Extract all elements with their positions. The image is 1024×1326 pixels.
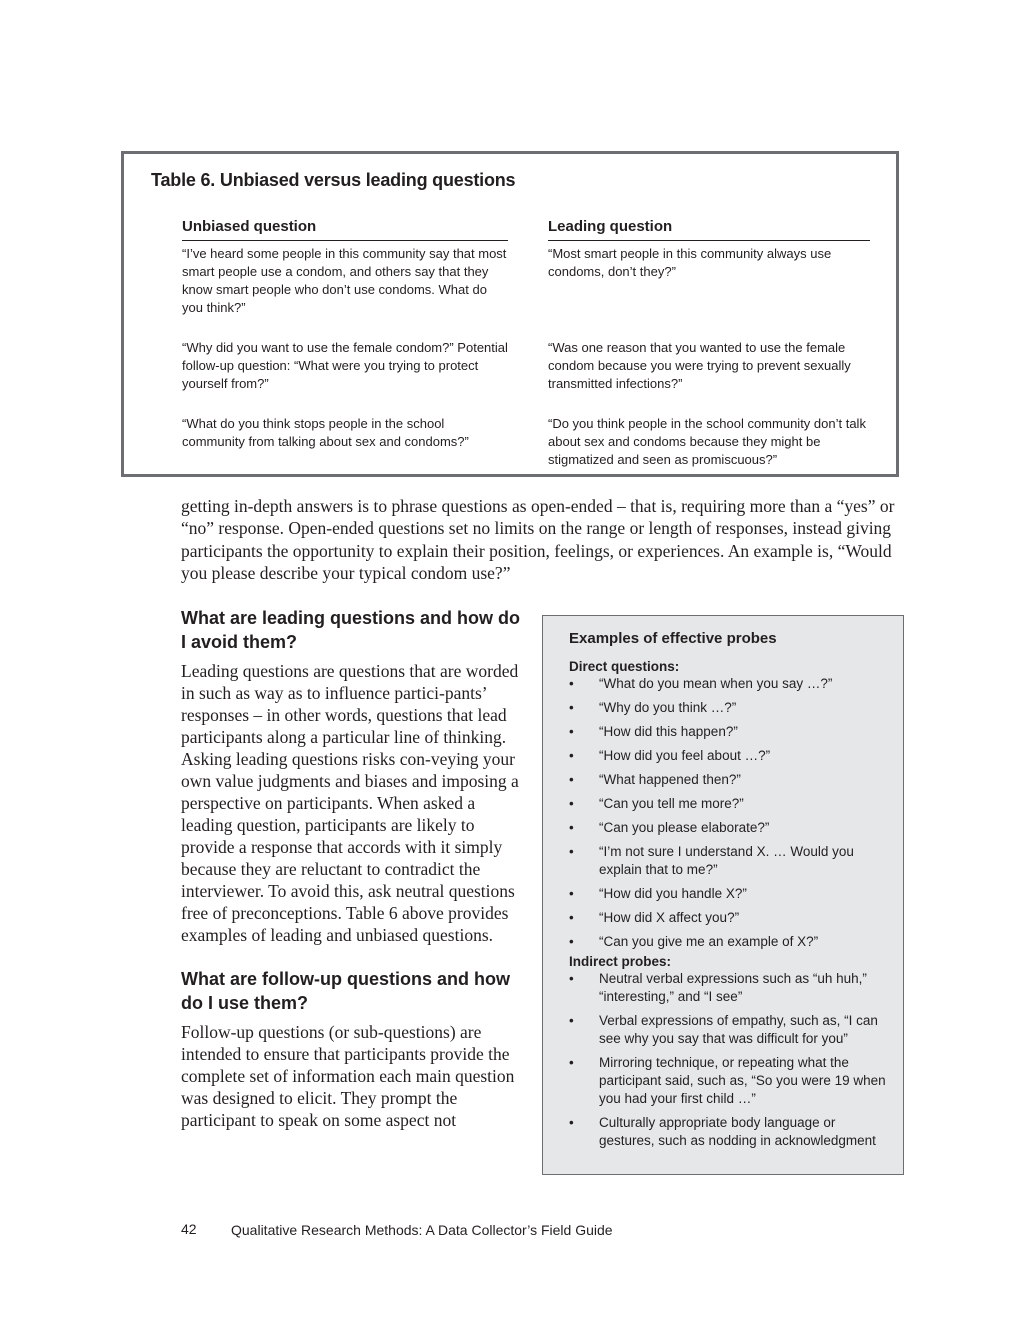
followup-questions-body: Follow-up questions (or sub-questions) are intended to ensure that participants provide the complete set of information each main question was designed to elicit. They prompt the participant to speak on some aspect not [181, 1022, 515, 1130]
leading-questions-body: Leading questions are questions that are worded in such as way as to influence partici-pants’ responses – in other words, questions that lead participants along a particular line of thinking. Asking leading questions risks con-veying your own value judgments and biases and imposing a perspective on participants. When asked a leading question, participants are likely to provide a response that accords with it simply because they are reluctant to contradict the interviewer. To avoid this, ask neutral questions free of preconceptions. Table 6 above provides examples of leading and unbiased questions. [181, 661, 519, 945]
list-item: • “How did this happen?” [569, 724, 738, 739]
indirect-probes-label: Indirect probes: [569, 954, 672, 969]
list-item: • Mirroring technique, or repeating what the participant said, such as, “So you were 19 when you had your first child …” [569, 1055, 886, 1106]
list-item: • Verbal expressions of empathy, such as, “I can see why you say that was difficult for you” [569, 1013, 878, 1046]
list-item: • “Can you give me an example of X?” [569, 934, 819, 949]
list-item: • “Why do you think …?” [569, 700, 737, 715]
leading-cell-2: “Was one reason that you wanted to use the female condom because you were trying to prevent sexually transmitted infections?” [548, 340, 851, 391]
direct-questions-label: Direct questions: [569, 659, 680, 674]
intro-paragraph: getting in-depth answers is to phrase questions as open-ended – that is, requiring more than a “yes” or “no” response. Open-ended questions set no limits on the range or length of responses, instead giving participants the opportunity to explain their position, feelings, or experiences. An example is, “Would you please describe your typical condom use?” [181, 496, 895, 583]
table-6-box [121, 151, 899, 477]
list-item: • “Can you tell me more?” [569, 796, 744, 811]
page-number: 42 [181, 1221, 197, 1237]
unbiased-cell-1: “I’ve heard some people in this community say that most smart people use a condom, and others say that they know smart people who don’t use condoms. What do you think?” [182, 246, 507, 315]
followup-questions-heading: What are follow-up questions and how do I use them? [181, 969, 510, 1013]
list-item: • Culturally appropriate body language or gestures, such as nodding in acknowledgment [569, 1115, 876, 1148]
list-item: • “How did you feel about …?” [569, 748, 771, 763]
leading-cell-3: “Do you think people in the school community don’t talk about sex and condoms because they might be stigmatized and seen as promiscuous?” [548, 416, 866, 467]
probes-list [569, 658, 889, 1156]
leading-cell-1: “Most smart people in this community always use condoms, don’t they?” [548, 246, 832, 279]
left-column [181, 607, 526, 1131]
list-item: • “How did X affect you?” [569, 910, 740, 925]
table-title: Table 6. Unbiased versus leading questions [151, 170, 516, 190]
unbiased-column [182, 218, 508, 451]
unbiased-cell-3: “What do you think stops people in the school community from talking about sex and condoms?” [182, 416, 469, 449]
list-item: • Neutral verbal expressions such as “uh huh,” “interesting,” and “I see” [569, 971, 867, 1004]
list-item: • “What happened then?” [569, 772, 741, 787]
leading-column [548, 218, 870, 469]
list-item: • “How did you handle X?” [569, 886, 747, 901]
unbiased-cell-2: “Why did you want to use the female condom?” Potential follow-up question: “What were you trying to protect yourself from?” [182, 340, 508, 391]
list-item: • “I’m not sure I understand X. … Would you explain that to me?” [569, 844, 854, 877]
list-item: • “Can you please elaborate?” [569, 820, 770, 835]
probes-box [542, 615, 904, 1175]
list-item: • “What do you mean when you say …?” [569, 676, 833, 691]
probes-title: Examples of effective probes [569, 630, 777, 647]
unbiased-column-header: Unbiased question [182, 218, 508, 241]
leading-column-header: Leading question [548, 218, 870, 241]
leading-questions-heading: What are leading questions and how do I avoid them? [181, 608, 521, 652]
running-title: Qualitative Research Methods: A Data Collector’s Field Guide [231, 1222, 613, 1238]
